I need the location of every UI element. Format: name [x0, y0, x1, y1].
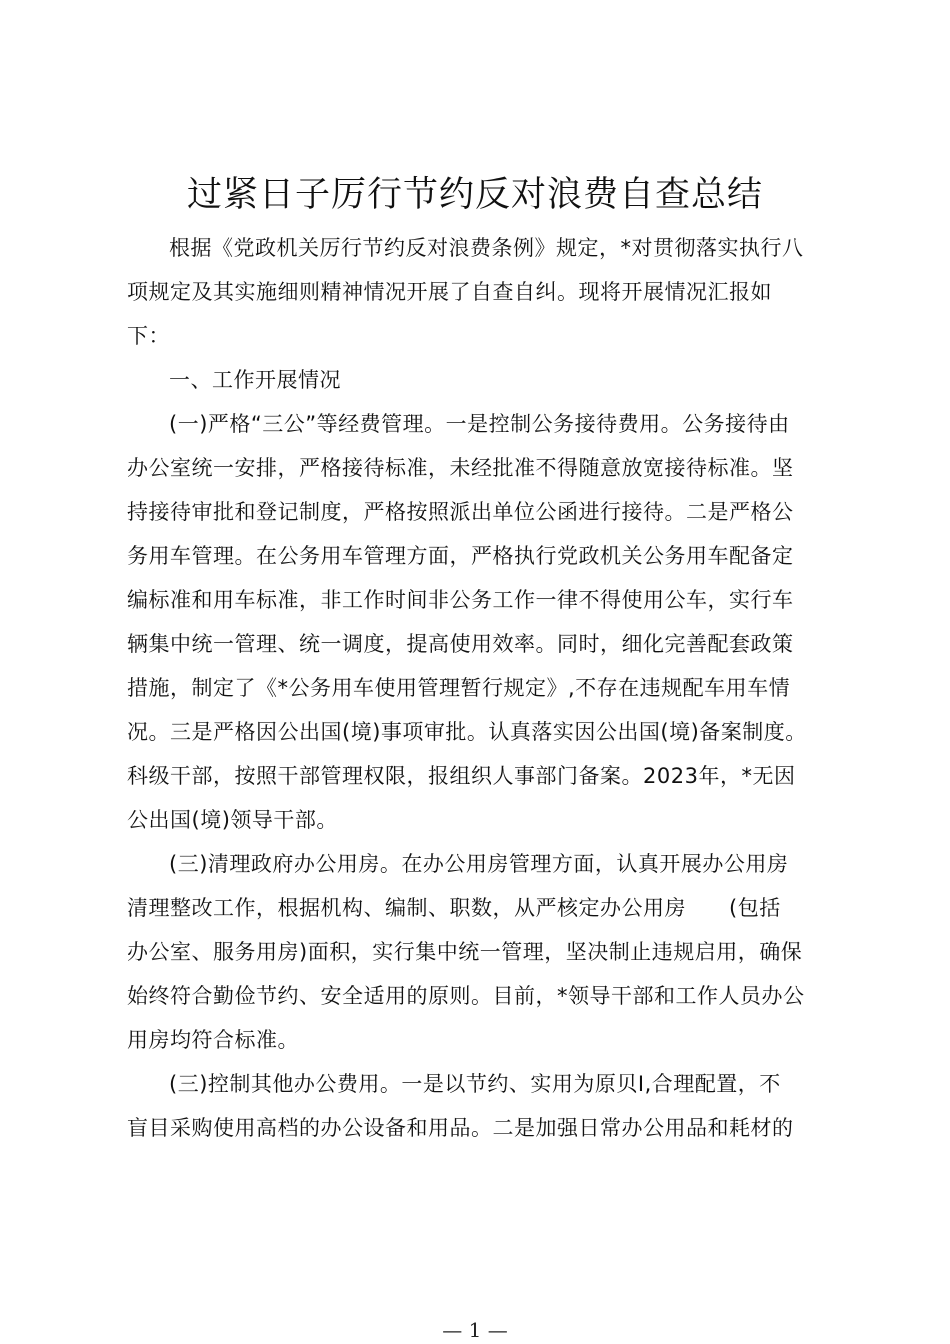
text-line: (三)清理政府办公用房。在办公用房管理方面，认真开展办公用房 — [169, 852, 789, 876]
text-line: 项规定及其实施细则精神情况开展了自查自纠。现将开展情况汇报如 — [127, 280, 772, 304]
text-line: 用房均符合标准。 — [127, 1028, 299, 1052]
page-number: — 1 — — [442, 1318, 508, 1342]
text-line: 辆集中统一管理、统一调度，提高使用效率。同时，细化完善配套政策 — [127, 632, 794, 656]
section-heading — [127, 358, 837, 402]
text-line: 办公室、服务用房)面积，实行集中统一管理，坚决制止违规启用，确保 — [127, 940, 803, 964]
text-line: 一、工作开展情况 — [169, 368, 341, 392]
text-line: 况。三是严格因公出国(境)事项审批。认真落实因公出国(境)备案制度。 — [127, 720, 807, 744]
text-line: 清理整改工作，根据机构、编制、职数，从严核定办公用房 (包括 — [127, 896, 781, 920]
text-line: 公出国(境)领导干部。 — [127, 808, 338, 832]
text-line: 根据《党政机关厉行节约反对浪费条例》规定，*对贯彻落实执行八 — [169, 236, 804, 260]
text-line: 务用车管理。在公务用车管理方面，严格执行党政机关公务用车配备定 — [127, 544, 794, 568]
text-line: 下： — [127, 324, 170, 348]
text-line: 办公室统一安排，严格接待标准，未经批准不得随意放宽接待标准。坚 — [127, 456, 794, 480]
paragraph-other-expenses — [127, 1062, 837, 1150]
text-line: 措施，制定了《*公务用车使用管理暂行规定》,不存在违规配车用车情 — [127, 676, 791, 700]
text-line: 编标准和用车标准，非工作时间非公务工作一律不得使用公车，实行车 — [127, 588, 794, 612]
text-line: 科级干部，按照干部管理权限，报组织人事部门备案。2023年，*无因 — [127, 764, 796, 788]
text-line: (一)严格“三公”等经费管理。一是控制公务接待费用。公务接待由 — [169, 412, 790, 436]
document-title: 过紧日子厉行节约反对浪费自查总结 — [186, 175, 763, 215]
text-line: (三)控制其他办公费用。一是以节约、实用为原贝I,合理配置，不 — [169, 1072, 781, 1096]
text-line: 盲目采购使用高档的办公设备和用品。二是加强日常办公用品和耗材的 — [127, 1116, 794, 1140]
paragraph-intro — [127, 226, 837, 358]
text-line: 持接待审批和登记制度，严格按照派出单位公函进行接待。二是严格公 — [127, 500, 794, 524]
text-line: 始终符合勤俭节约、安全适用的原则。目前，*领导干部和工作人员办公 — [127, 984, 805, 1008]
paragraph-sangong-expenses — [127, 402, 837, 842]
paragraph-office-space — [127, 842, 837, 1062]
document-body — [127, 226, 837, 1150]
